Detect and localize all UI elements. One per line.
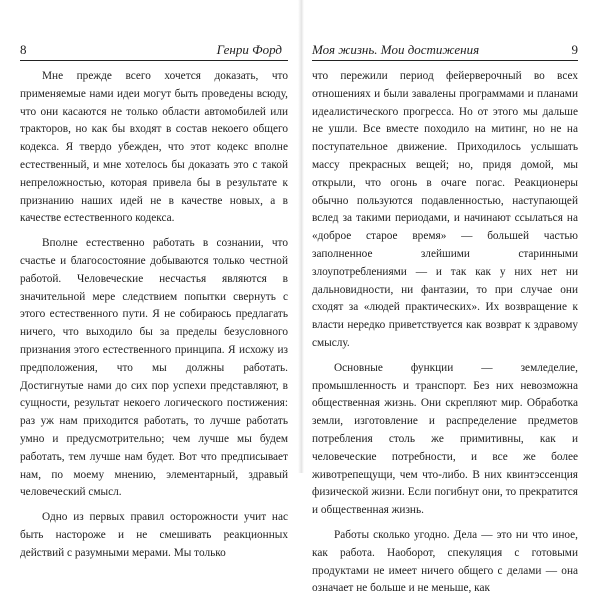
left-paragraph: Одно из первых правил осторожности учит нас быть настороже и не смешивать реакционных действий с разумными мерами. Мы только [20,511,288,559]
left-paragraph: Вполне естественно работать в сознании, что счастье и благосостояние добываются только честной работой. Человеческие несчастья являются в значительной мере следствием попытки свернуть с этого естественного пути. Я не собираюсь предлагать ничего, что выходило бы за пределы безусловного признания этого естественного принципа. Я исхожу из предположения, что мы должны работать. Достигнутые нами до сих пор успехи представляют, в сущности, результат некоего логического постижения: раз уж нам приходится работать, то лучше работать умно и предусмотрительно; чем лучше мы будем работать, тем лучше нам будет. Вот что предписывает нам, по моему мнению, элементарный, здравый человеческий смысл. [20,237,288,499]
right-paragraph: Работы сколько угодно. Дела — это ни что иное, как работа. Наоборот, спекуляция с готовыми продуктами не имеет ничего общего с делами — она означает не больше и не меньше, как [312,528,578,595]
left-paragraph: Мне прежде всего хочется доказать, что применяемые нами идеи могут быть проведены всюду, что они касаются не только области автомобилей или тракторов, но как бы входят в состав некоего общего кодекса. Я твердо убежден, что этот кодекс вполне естественный, и мне хотелось бы доказать это с такой непреложностью, которая привела бы в результате к признанию наших идей не в качестве новых, а в качестве естественного кодекса. [20,70,288,225]
right-paragraph: Основные функции — земледелие, промышленность и транспорт. Без них невозможна общественная жизнь. Они скрепляют мир. Обработка земли, изготовление и распределение предметов потребления столь же примитивны, как и человеческие потребности, и все же более животрепещущи, чем что-либо. В них квинтэссенция физической жизни. Если погибнут они, то прекратится и общественная жизнь. [312,361,578,517]
right-running-head [312,40,578,61]
right-page-number: 9 [571,42,578,57]
left-page [20,0,288,559]
left-body-text [20,68,288,563]
book-gutter [298,0,304,473]
left-page-number: 8 [20,42,27,57]
right-body-text [312,68,578,598]
right-running-title: Моя жизнь. Мои достижения [312,42,480,57]
right-paragraph: что пережили период фейерверочный во всех отношениях и были завалены программами и планами идеалистического прогресса. Но от этого мы дальше не ушли. Все вместе походило на митинг, но не на поступательное движение. Приходилось услышать массу прекрасных вещей; но, придя домой, мы открыли, что огонь в очаге погас. Реакционеры обычно пользуются подавленностью, наступающей вслед за такими периодами, и начинают ссылаться на «доброе старое время» — большей частью заполненное злейшими старинными злоупотреблениями — и так как у них нет ни дальновидности, ни фантазии, то при случае они сходят за «людей практических». Их возвращение к власти нередко приветствуется как возврат к здравому смыслу. [312,70,578,349]
right-page [312,0,578,595]
left-running-title: Генри Форд [216,42,282,57]
left-running-head [20,40,288,61]
